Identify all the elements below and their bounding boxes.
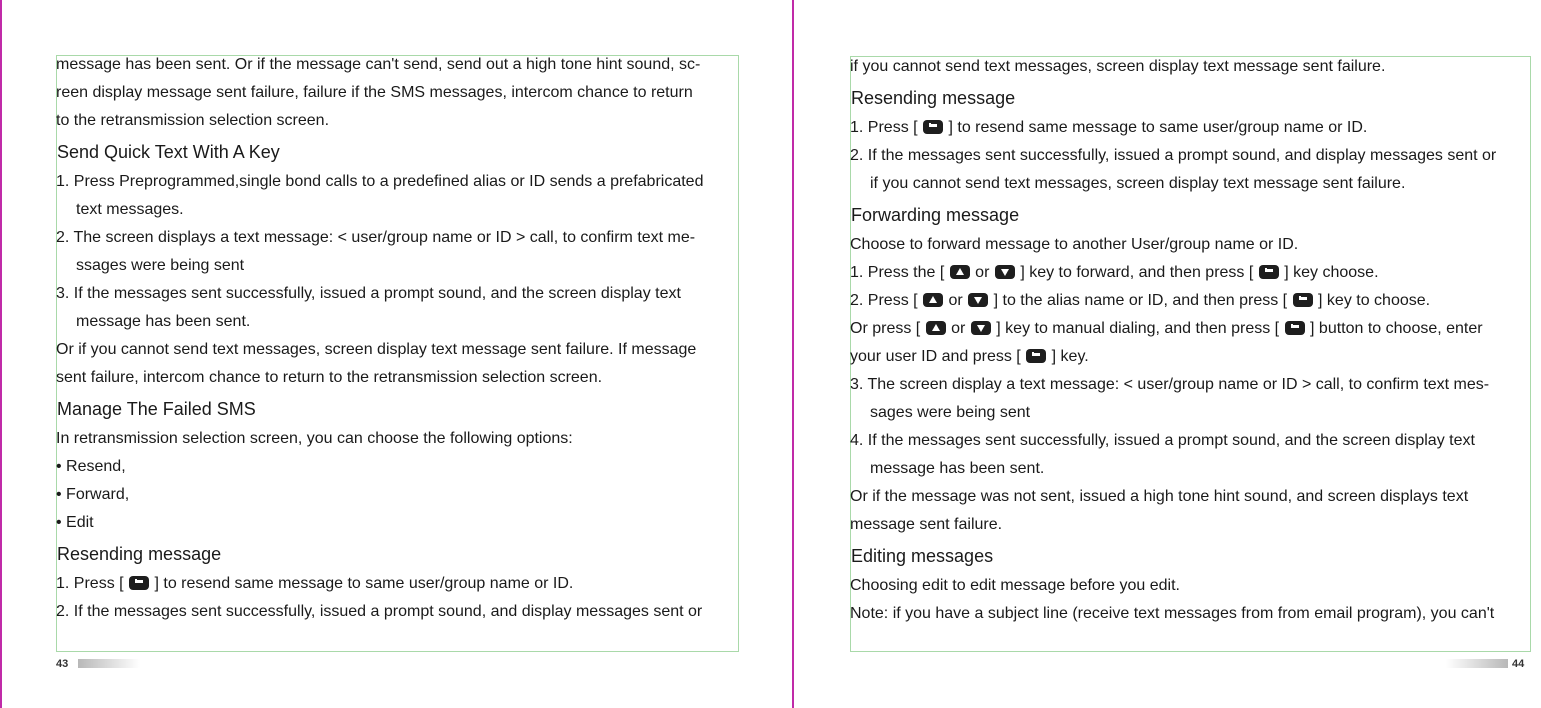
section-heading-quick-text: Send Quick Text With A Key	[57, 142, 280, 162]
text-run: or	[948, 292, 963, 309]
body-line: Choosing edit to edit message before you edit.	[850, 577, 1180, 594]
list-item: 2. If the messages sent successfully, issued a prompt sound, and display messages sent or	[56, 603, 703, 620]
page-number-left: 43	[56, 658, 69, 670]
text-run: ] button to choose, enter	[1310, 320, 1483, 337]
list-item	[56, 570, 756, 598]
list-item: 3. The screen display a text message: < user/group name or ID > call, to confirm text mes-	[850, 376, 1490, 393]
footer-bar-right	[1446, 659, 1508, 668]
body-line: Or if you cannot send text messages, screen display text message sent failure. If message	[56, 341, 697, 358]
body-line: reen display message sent failure, failure if the SMS messages, intercom chance to return	[56, 84, 693, 101]
text-run: ] key to forward, and then press [	[1020, 264, 1254, 281]
list-item: 1. Press Preprogrammed,single bond calls to a predefined alias or ID sends a prefabricated	[56, 173, 704, 190]
section-heading-failed-sms: Manage The Failed SMS	[57, 399, 256, 419]
list-item-cont: ssages were being sent	[76, 257, 245, 274]
page-edge-left	[0, 0, 2, 708]
list-item-cont: if you cannot send text messages, screen display text message sent failure.	[870, 175, 1406, 192]
body-line: message sent failure.	[850, 516, 1003, 533]
body-line: message has been sent. Or if the message can't send, send out a high tone hint sound, sc-	[56, 56, 701, 73]
left-page-column	[56, 51, 756, 626]
page-number-right: 44	[1512, 658, 1525, 670]
text-run: ] to resend same message to same user/group name or ID.	[948, 119, 1368, 136]
down-arrow-key-icon	[995, 265, 1015, 279]
page-spine	[792, 0, 794, 708]
text-run: 1. Press [	[850, 119, 918, 136]
text-run: Or press [	[850, 320, 921, 337]
down-arrow-key-icon	[968, 293, 988, 307]
text-run: ] key.	[1051, 348, 1089, 365]
right-page-column	[850, 53, 1541, 628]
text-run: your user ID and press [	[850, 348, 1021, 365]
list-item	[850, 287, 1541, 315]
menu-key-icon	[1259, 265, 1279, 279]
list-item: 3. If the messages sent successfully, issued a prompt sound, and the screen display text	[56, 285, 681, 302]
body-line: if you cannot send text messages, screen display text message sent failure.	[850, 58, 1386, 75]
list-item-cont: message has been sent.	[76, 313, 251, 330]
section-heading-resending: Resending message	[57, 544, 222, 564]
text-run: ] key to choose.	[1318, 292, 1431, 309]
text-run: or	[975, 264, 990, 281]
body-line: Note: if you have a subject line (receive text messages from from email program), you can't	[850, 605, 1495, 622]
text-run: 1. Press [	[56, 575, 124, 592]
text-run: ] to the alias name or ID, and then press [	[993, 292, 1288, 309]
list-item-cont: message has been sent.	[870, 460, 1045, 477]
body-line: Choose to forward message to another User/group name or ID.	[850, 236, 1299, 253]
text-run: ] to resend same message to same user/group name or ID.	[154, 575, 574, 592]
menu-key-icon	[1293, 293, 1313, 307]
list-item-cont: sages were being sent	[870, 404, 1031, 421]
text-run: 1. Press the [	[850, 264, 945, 281]
body-line: sent failure, intercom chance to return to the retransmission selection screen.	[56, 369, 603, 386]
menu-key-icon	[923, 120, 943, 134]
section-heading-resending: Resending message	[851, 88, 1016, 108]
list-item: 2. The screen displays a text message: < user/group name or ID > call, to confirm text me-	[56, 229, 696, 246]
option-item: • Edit	[56, 509, 756, 537]
up-arrow-key-icon	[923, 293, 943, 307]
section-heading-editing: Editing messages	[851, 546, 994, 566]
text-run: or	[951, 320, 966, 337]
up-arrow-key-icon	[926, 321, 946, 335]
footer-bar-left	[78, 659, 140, 668]
menu-key-icon	[129, 576, 149, 590]
text-run: ] key choose.	[1284, 264, 1379, 281]
text-run: ] key to manual dialing, and then press [	[996, 320, 1280, 337]
menu-key-icon	[1026, 349, 1046, 363]
body-line: Or if the message was not sent, issued a high tone hint sound, and screen displays text	[850, 488, 1469, 505]
option-item: • Forward,	[56, 481, 756, 509]
list-item	[850, 259, 1541, 287]
section-heading-forwarding: Forwarding message	[851, 205, 1020, 225]
body-line: to the retransmission selection screen.	[56, 112, 330, 129]
list-item-cont: text messages.	[76, 201, 184, 218]
up-arrow-key-icon	[950, 265, 970, 279]
down-arrow-key-icon	[971, 321, 991, 335]
body-line	[850, 343, 1541, 371]
text-run: 2. Press [	[850, 292, 918, 309]
body-line: In retransmission selection screen, you can choose the following options:	[56, 430, 573, 447]
list-item: 2. If the messages sent successfully, issued a prompt sound, and display messages sent or	[850, 147, 1497, 164]
menu-key-icon	[1285, 321, 1305, 335]
body-line	[850, 315, 1541, 343]
list-item	[850, 114, 1541, 142]
list-item: 4. If the messages sent successfully, issued a prompt sound, and the screen display text	[850, 432, 1475, 449]
option-item: • Resend,	[56, 453, 756, 481]
